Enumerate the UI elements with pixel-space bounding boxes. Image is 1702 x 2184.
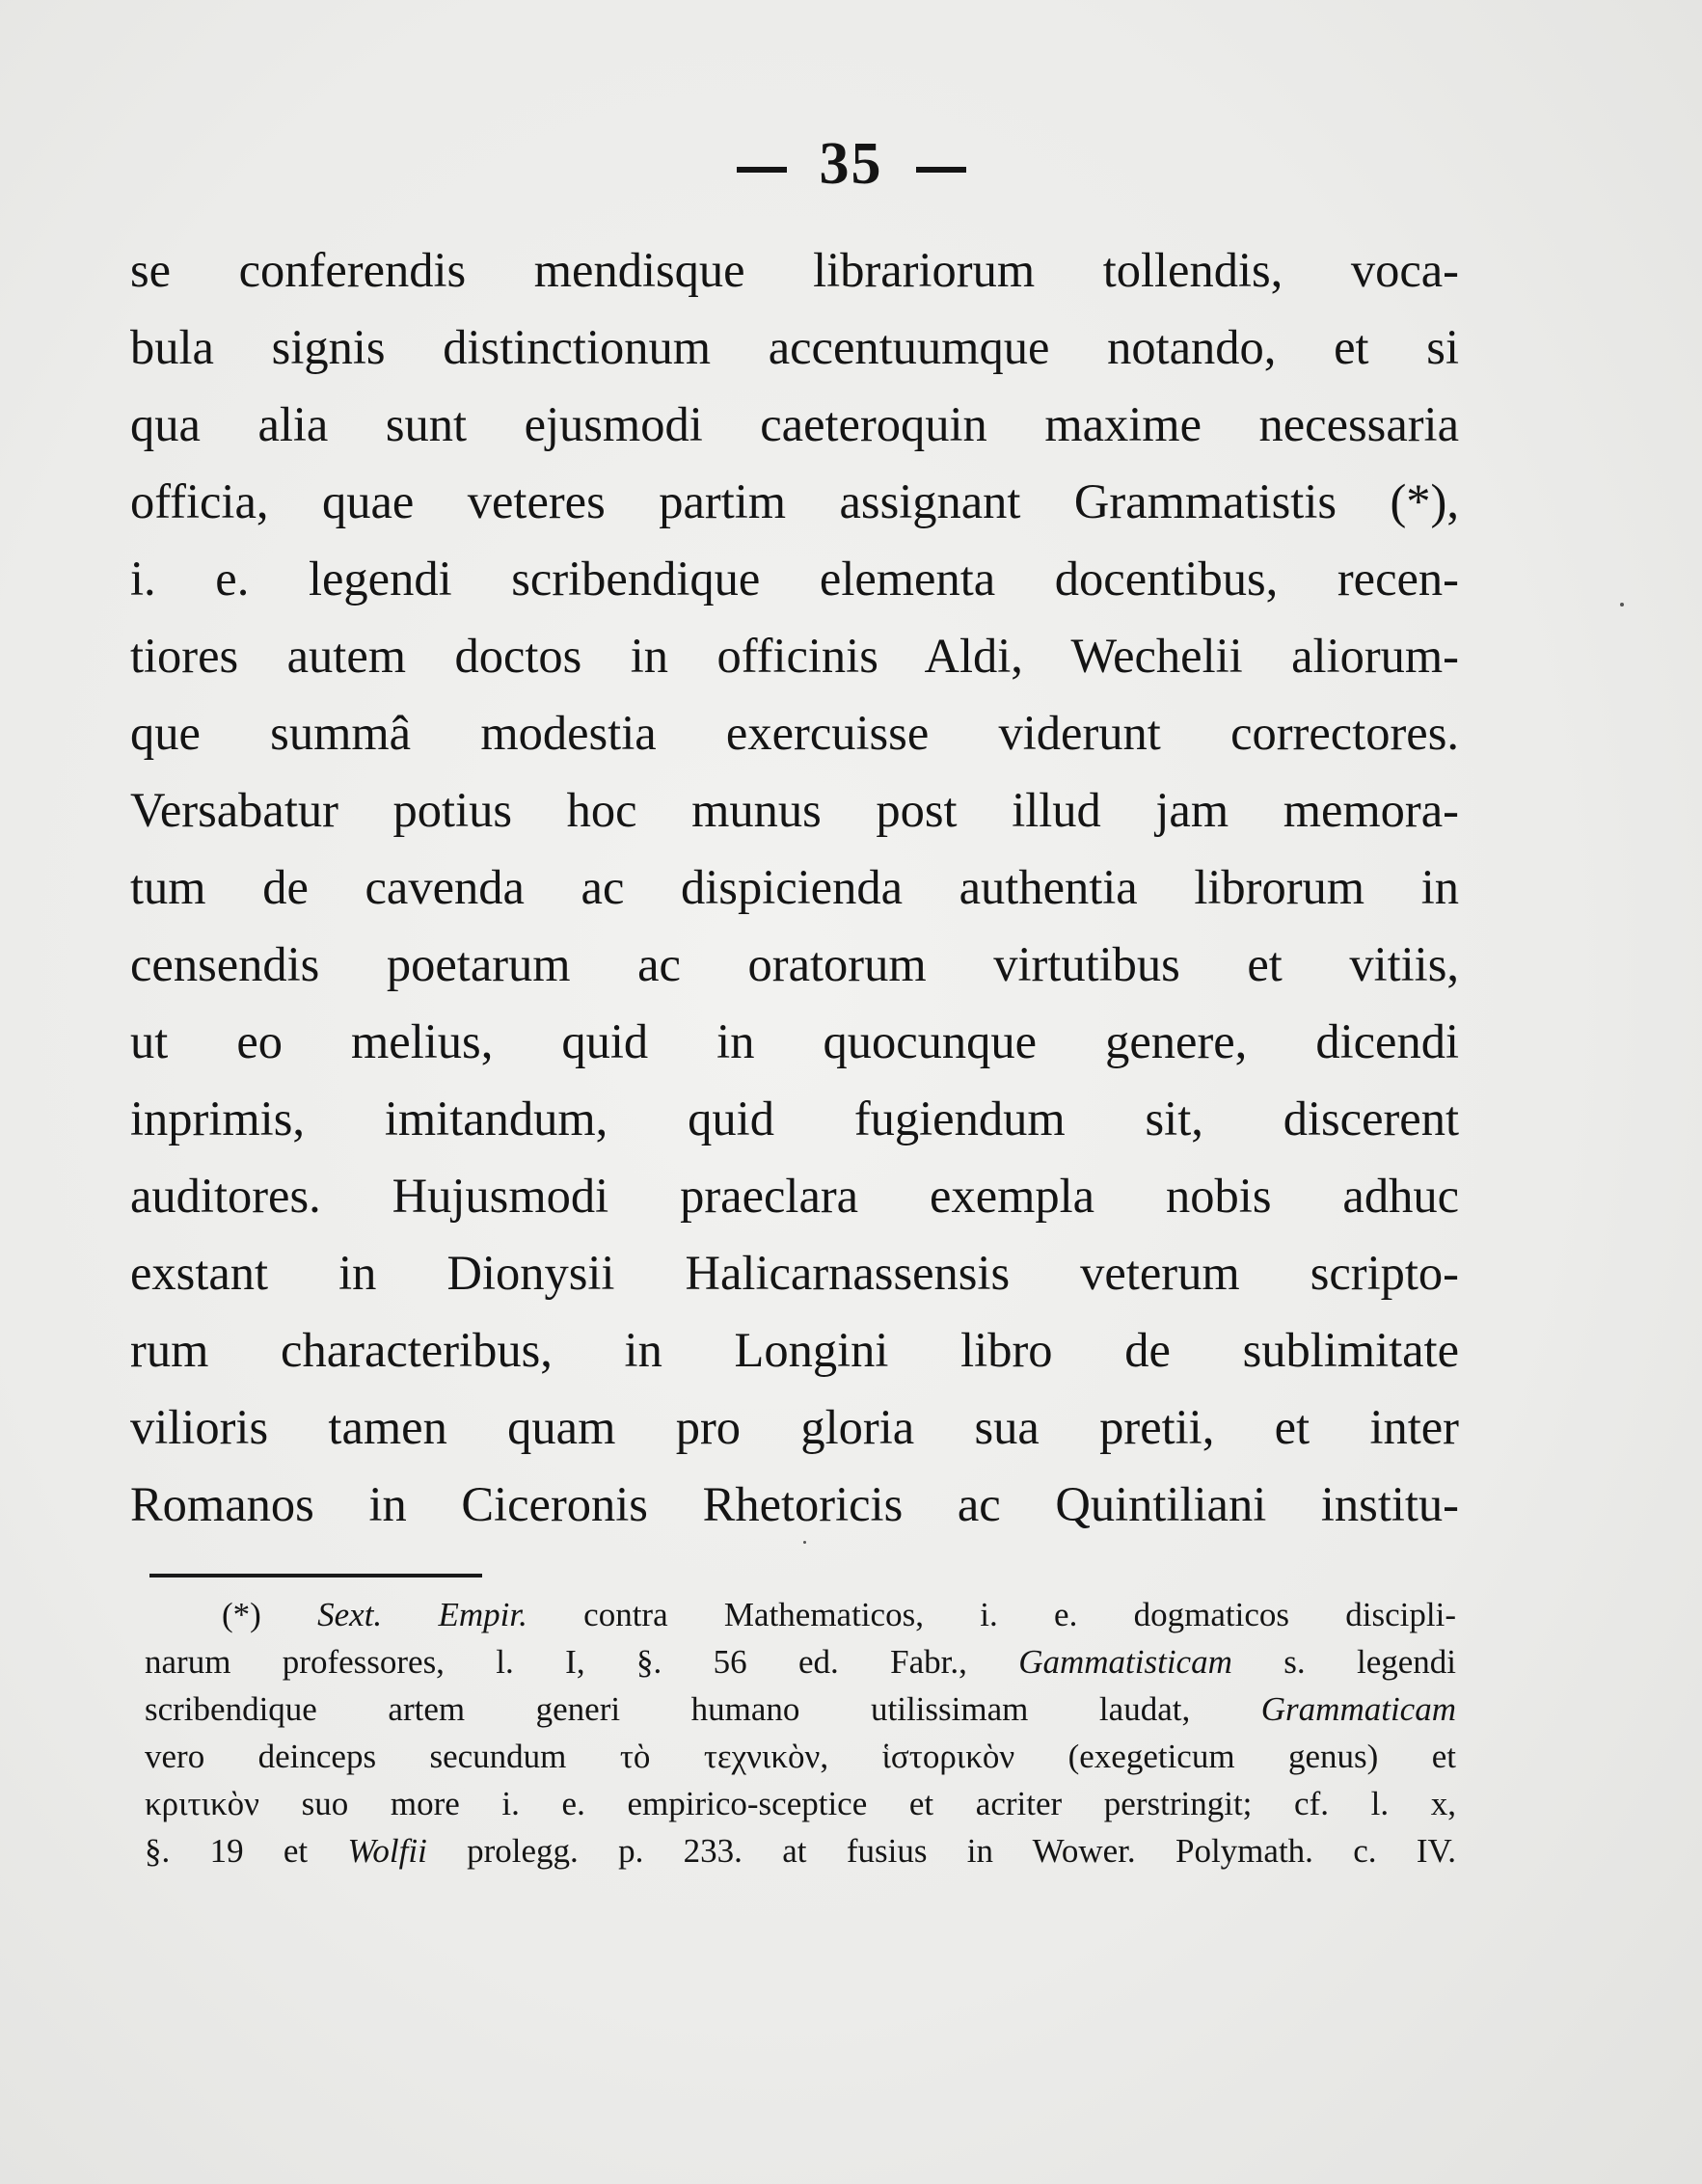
- text-line: qua alia sunt ejusmodi caeteroquin maxime necessaria: [130, 397, 1459, 451]
- right-dash: [916, 167, 966, 173]
- text-line: Romanos in Ciceronis Rhetoricis ac Quintiliani institu-: [130, 1477, 1459, 1531]
- paper-speck: [803, 1541, 806, 1544]
- text-line: Versabatur potius hoc munus post illud jam memora-: [130, 783, 1459, 837]
- text-line: exstant in Dionysii Halicarnassensis veterum scripto-: [130, 1246, 1459, 1300]
- left-dash: [737, 167, 787, 173]
- text-line: se conferendis mendisque librariorum tollendis, voca-: [130, 243, 1459, 297]
- footnote-text: s. legendi: [1231, 1643, 1456, 1681]
- footnote-italic-author: Wolfii: [347, 1832, 427, 1870]
- text-line: que summâ modestia exercuisse viderunt correctores.: [130, 706, 1459, 760]
- footnote-text: contra Mathematicos, i. e. dogmaticos discipli-: [527, 1596, 1457, 1633]
- text-line: censendis poetarum ac oratorum virtutibus et vitiis,: [130, 937, 1459, 991]
- text-line: rum characteribus, in Longini libro de sublimitate: [130, 1323, 1459, 1377]
- text-line: bula signis distinctionum accentuumque notando, et si: [130, 320, 1459, 374]
- footnote-line: vero deinceps secundum τὸ τεχνικὸν, ἱστορικὸν (exegeticum genus) et: [145, 1738, 1456, 1775]
- body-text: [130, 231, 1459, 1543]
- footnote-citation-author: Sext. Empir.: [317, 1596, 527, 1633]
- footnote-line: [145, 1591, 1456, 1638]
- footnote-text: narum professores, l. I, §. 56 ed. Fabr.,: [145, 1643, 1019, 1681]
- page-number: 35: [819, 131, 883, 197]
- text-line: tiores autem doctos in officinis Aldi, Wechelii aliorum-: [130, 629, 1459, 683]
- footnote-line: [145, 1685, 1456, 1733]
- footnote-text: prolegg. p. 233. at fusius in Wower. Polymath. c. IV.: [426, 1832, 1457, 1870]
- paper-speck: [1620, 603, 1624, 607]
- page-header: [0, 125, 1702, 202]
- footnote-text: §. 19 et: [145, 1832, 348, 1870]
- footnote-italic-term: Grammaticam: [1260, 1690, 1456, 1728]
- footnote-italic-term: Gammatisticam: [1018, 1643, 1232, 1681]
- footnote-text: scribendique artem generi humano utilissimam laudat,: [145, 1690, 1261, 1728]
- text-line: auditores. Hujusmodi praeclara exempla nobis adhuc: [130, 1169, 1459, 1223]
- text-line: ut eo melius, quid in quocunque genere, dicendi: [130, 1014, 1459, 1068]
- footnote-line: κριτικὸν suo more i. e. empirico-sceptice et acriter perstringit; cf. l. x,: [145, 1785, 1456, 1822]
- text-line: inprimis, imitandum, quid fugiendum sit, discerent: [130, 1092, 1459, 1146]
- text-line: vilioris tamen quam pro gloria sua pretii, et inter: [130, 1400, 1459, 1454]
- footnote: [145, 1591, 1456, 1874]
- footnote-marker: (*): [222, 1596, 318, 1633]
- text-line: i. e. legendi scribendique elementa docentibus, recen-: [130, 552, 1459, 606]
- footnote-divider: [149, 1574, 482, 1577]
- text-line: officia, quae veteres partim assignant Grammatistis (*),: [130, 474, 1459, 528]
- text-line: tum de cavenda ac dispicienda authentia librorum in: [130, 860, 1459, 914]
- footnote-line: [145, 1638, 1456, 1685]
- footnote-line: [145, 1827, 1456, 1874]
